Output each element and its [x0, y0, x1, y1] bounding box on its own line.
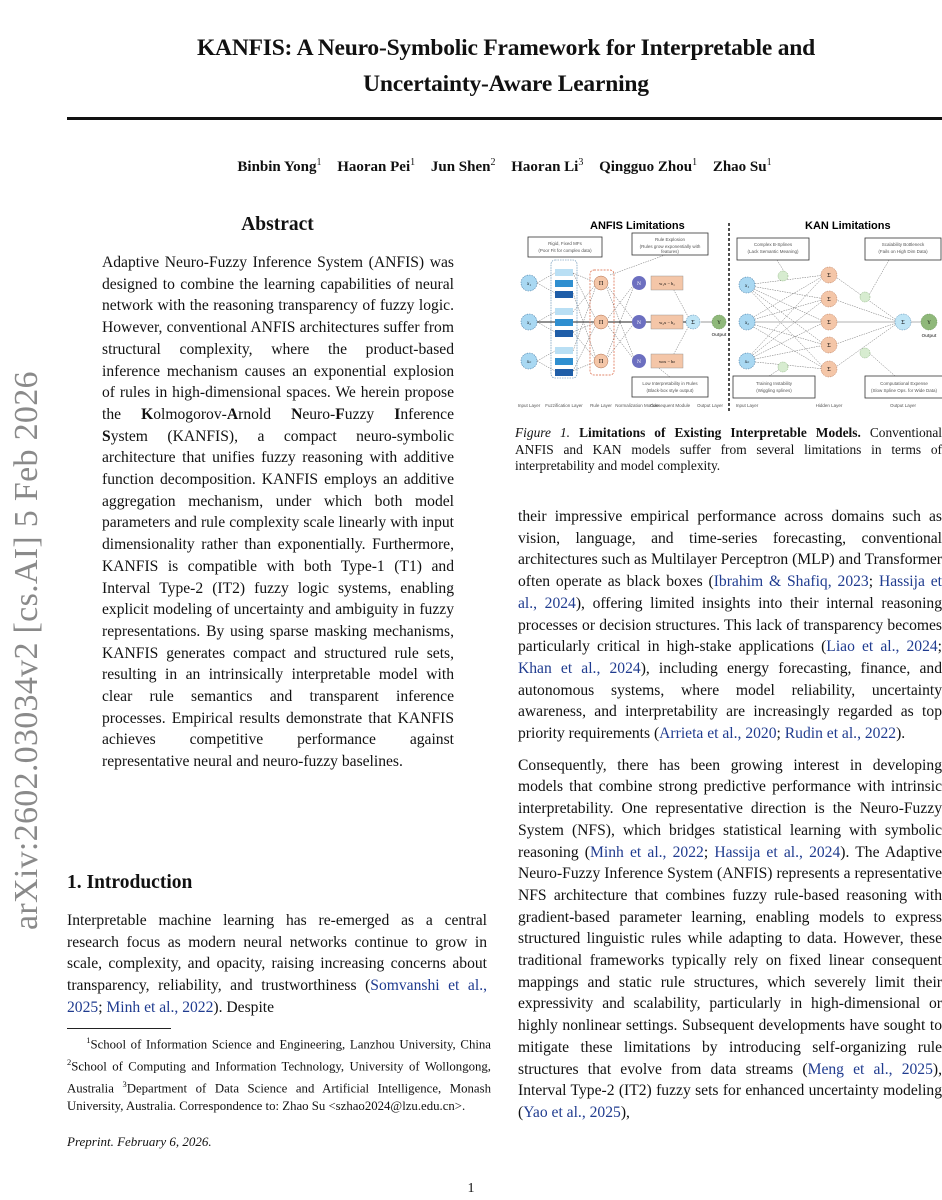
svg-text:features): features) [661, 249, 679, 254]
intro-paragraph: their impressive empirical performance across domains such as vision, language, and time-series forecasting, conventional architectures such as Multilayer Perceptron (MLP) and Transformer often operate as black boxes (Ibrahim & Shafiq, 2023; Hassija et al., 2024), offering limited insights into their internal reasoning processes or decision structures. This lack of transparency becomes particularly critical in high-stake applications (Liao et al., 2024; Khan et al., 2024), including energy forecasting, finance, and autonomous systems, where model reliability, uncertainty awareness, and interpretability are increasingly regarded as top priority requirements (Arrieta et al., 2020; Rudin et al., 2022). [518, 508, 942, 743]
title-line-2: Uncertainty-Aware Learning [363, 71, 649, 97]
author: Qingguo Zhou$^1$ [599, 157, 698, 175]
author: Zhao Su$^1$ [712, 157, 772, 175]
citation-link[interactable]: Hassija et al., 2024 [714, 843, 841, 861]
citation-link[interactable]: Minh et al., 2022 [590, 843, 704, 861]
svg-text:Complex B-Splines: Complex B-Splines [753, 242, 793, 247]
svg-text:x₁: x₁ [527, 282, 531, 287]
figure-right-title: KAN Limitations [805, 220, 891, 232]
svg-text:Input Layer: Input Layer [735, 403, 759, 408]
svg-text:x₂: x₂ [745, 321, 749, 326]
section-heading-introduction: 1. Introduction [67, 872, 193, 893]
svg-text:Output: Output [711, 332, 727, 337]
svg-text:wₙx − bₙ: wₙx − bₙ [658, 359, 676, 364]
svg-text:xₙ: xₙ [526, 360, 532, 365]
svg-text:Σ: Σ [901, 320, 905, 326]
svg-text:Π: Π [598, 359, 604, 365]
svg-text:Consequent Module: Consequent Module [649, 403, 691, 408]
figure-left-title: ANFIS Limitations [590, 220, 685, 232]
svg-text:Low Interpretability in Rules: Low Interpretability in Rules [642, 381, 698, 386]
svg-text:(Black-box style output): (Black-box style output) [646, 388, 694, 393]
svg-text:w₂x − b₂: w₂x − b₂ [659, 320, 675, 325]
svg-text:Output: Output [921, 333, 937, 338]
page-number: 1 [467, 1181, 475, 1196]
svg-text:Output Layer: Output Layer [889, 403, 917, 408]
svg-text:Rigid, Fixed MFs: Rigid, Fixed MFs [548, 241, 582, 246]
svg-text:Input Layer: Input Layer [517, 403, 541, 408]
author: Binbin Yong$^1$ [237, 157, 322, 175]
citation-link[interactable]: Yao et al., 2025 [523, 1103, 621, 1121]
svg-text:Σ: Σ [691, 320, 695, 326]
anfis-input-nodes [521, 275, 537, 369]
citation-link[interactable]: Ibrahim & Shafiq, 2023 [713, 573, 869, 591]
author: Jun Shen$^2$ [430, 157, 496, 175]
svg-text:Σ: Σ [827, 367, 831, 373]
svg-text:Rule Explosion: Rule Explosion [654, 237, 686, 242]
svg-text:x₂: x₂ [527, 321, 531, 326]
svg-text:x₁: x₁ [745, 284, 749, 289]
citation-link[interactable]: Rudin et al., 2022 [784, 725, 897, 743]
citation-link[interactable]: Minh et al., 2022 [106, 998, 214, 1016]
svg-text:(Poor Fit for complex data): (Poor Fit for complex data) [538, 248, 592, 253]
svg-text:Σ: Σ [827, 273, 831, 279]
intro-paragraph: Interpretable machine learning has re-emerged as a central research focus as modern neural networks continue to grow in scale, complexity, and opacity, raising increasing concerns about transparency, reliability, and trustworthiness (Somvanshi et al., 2025; Minh et al., 2022). Despite [67, 912, 487, 1016]
affiliations-footnote: $^1$School of Information Science and Engineering, Lanzhou University, China $^2$School of Computing and Information Technology, University of Wollongong, Australia $^3$Department of Data Science and Artificial Intelligence, Monash University, Australia. Correspondence to: Zhao Su <szhao2024@lzu.edu.cn>. [67, 1035, 491, 1113]
correspondence-email: Correspondence to: Zhao Su <szhao2024@lzu.edu.cn>. [176, 1098, 466, 1113]
svg-text:Scalability Bottleneck: Scalability Bottleneck [881, 242, 925, 247]
figure-1-diagram [515, 215, 942, 415]
svg-text:Output Layer: Output Layer [696, 403, 724, 408]
svg-text:N: N [637, 281, 641, 287]
citation-link[interactable]: Hassija et al., 2024 [518, 573, 942, 612]
footnote-divider [67, 1028, 171, 1029]
svg-text:N: N [637, 320, 641, 326]
svg-text:Σ: Σ [827, 297, 831, 303]
citation-link[interactable]: Liao et al., 2024 [826, 638, 938, 656]
citation-link[interactable]: Khan et al., 2024 [518, 659, 641, 677]
svg-text:(Wiggling splines): (Wiggling splines) [756, 388, 792, 393]
anfis-rule-nodes [594, 276, 608, 368]
citation-link[interactable]: Arrieta et al., 2020 [659, 725, 777, 743]
anfis-membership-functions [555, 269, 573, 376]
svg-text:Training Instability: Training Instability [755, 381, 793, 386]
svg-text:Computational Expense: Computational Expense [880, 381, 928, 386]
author: Haoran Pei$^1$ [337, 157, 416, 175]
right-column-body [518, 506, 942, 1134]
svg-text:Y: Y [717, 321, 721, 326]
svg-text:Fuzzification Layer: Fuzzification Layer [545, 403, 583, 408]
svg-text:w₁x − b₁: w₁x − b₁ [659, 281, 675, 286]
svg-text:Rule Layer: Rule Layer [590, 403, 612, 408]
svg-text:(Slow Spline Ops. for Wide Dat: (Slow Spline Ops. for Wide Data) [870, 388, 938, 393]
title-line-1: KANFIS: A Neuro-Symbolic Framework for Interpretable and [196, 35, 816, 61]
svg-text:Y: Y [927, 321, 931, 326]
svg-text:Π: Π [598, 281, 604, 287]
svg-text:(Lack Semantic Meaning): (Lack Semantic Meaning) [747, 249, 799, 254]
svg-text:Π: Π [598, 320, 604, 326]
svg-text:(Fails on High Dim Data): (Fails on High Dim Data) [878, 249, 928, 254]
author: Haoran Li$^3$ [511, 157, 584, 175]
kan-input-nodes [739, 277, 755, 369]
citation-link[interactable]: Meng et al., 2025 [807, 1060, 933, 1078]
anfis-normalization-nodes [632, 276, 646, 368]
abstract-body: Adaptive Neuro-Fuzzy Inference System (ANFIS) was designed to combine the learning capabilities of neural network with the reasoning transparency of fuzzy logic. However, conventional ANFIS architectures suffer from structural complexity, where the product-based inference mechanism causes an exponential explosion of rules in high-dimensional spaces. We herein propose the Kolmogorov-Arnold Neuro-Fuzzy Inference System (KANFIS), a compact neuro-symbolic architecture that unifies fuzzy reasoning with additive function decomposition. KANFIS employs an additive aggregation mechanism, under which both model parameters and rule complexity scale linearly with input dimensionality rather than exponentially. Furthermore, KANFIS is compatible with both Type-1 (T1) and Interval Type-2 (IT2) fuzzy logic systems, enabling explicit modeling of uncertainty and ambiguity in fuzzy representations. By using sparse masking mechanisms, KANFIS generates compact and structured rule sets, resulting in an intrinsically interpretable model with clear rule semantics and transparent inference processes. Empirical results demonstrate that KANFIS achieves competitive performance against representative neural and neuro-fuzzy baselines. [102, 254, 454, 771]
author-list [67, 157, 942, 176]
svg-text:Σ: Σ [827, 320, 831, 326]
figure-1-caption: Figure 1. Limitations of Existing Interpretable Models. Conventional ANFIS and KAN models suffer from several limitations in terms of interpretability and model complexity. [515, 425, 942, 473]
intro-paragraph: Consequently, there has been growing interest in developing models that combine strong predictive performance with intrinsic interpretability. One representative direction is the Neuro-Fuzzy System (NFS), which bridges statistical learning with symbolic reasoning (Minh et al., 2022; Hassija et al., 2024). The Adaptive Neuro-Fuzzy Inference System (ANFIS) represents a representative NFS architecture that combines fuzzy rule-based reasoning with gradient-based parameter learning, enabling models to express structured linguistic rules while adapting to data. However, these traditional frameworks typically rely on fixed linear consequent mappings and static rule structures, which severely limit their expressivity and scalability, particularly in high-dimensional or highly nonlinear settings. Subsequent developments have sought to mitigate these limitations by introducing self-organizing rule structures that evolve from data streams (Meng et al., 2025), Interval Type-2 (IT2) fuzzy sets for enhanced uncertainty modeling (Yao et al., 2025), [518, 756, 942, 1121]
paper-title [70, 30, 942, 102]
preprint-date: Preprint. February 6, 2026. [67, 1134, 212, 1149]
anfis-consequent-boxes [651, 276, 683, 368]
svg-text:Hidden Layer: Hidden Layer [815, 403, 843, 408]
svg-text:Σ: Σ [827, 343, 831, 349]
svg-text:Normalization Module: Normalization Module [615, 403, 659, 408]
arxiv-sidebar-stamp: arXiv:2602.03034v2 [cs.AI] 5 Feb 2026 [8, 371, 45, 930]
abstract-heading: Abstract [241, 214, 314, 235]
svg-text:N: N [637, 359, 641, 365]
svg-text:(Rules grow exponentially with: (Rules grow exponentially with [639, 244, 701, 249]
kan-hidden-nodes [821, 267, 837, 377]
citation-link[interactable]: Somvanshi et al., 2025 [67, 977, 487, 1016]
title-rule-divider [67, 117, 942, 120]
svg-text:xₙ: xₙ [744, 360, 750, 365]
